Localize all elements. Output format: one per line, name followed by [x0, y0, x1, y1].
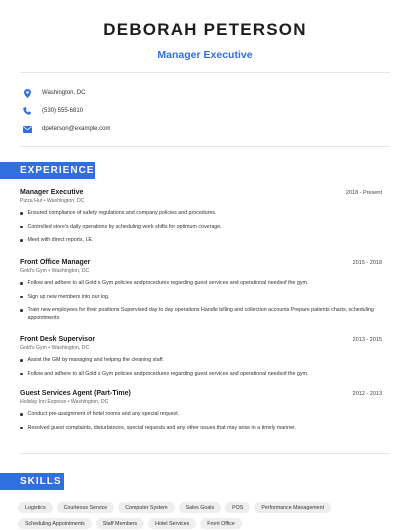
skill-chip: Logistics	[18, 502, 53, 513]
bullet-text: Sign up new members into our log.	[27, 293, 110, 300]
envelope-icon	[22, 124, 32, 134]
list-item	[20, 209, 382, 217]
job-entry	[20, 259, 382, 328]
candidate-name: DEBORAH PETERSON	[103, 20, 307, 39]
list-item	[20, 356, 382, 364]
experience-divider	[20, 453, 390, 454]
skill-chip: Hotel Services	[148, 518, 196, 529]
skill-chip: Computer System	[118, 502, 174, 513]
list-item	[20, 306, 382, 322]
job-title: Manager Executive	[20, 189, 84, 196]
bullet-text: Follow and adhere to all Gold s Gym policies andprocedures regarding guest services and operational needsof the gym.	[27, 280, 309, 286]
bullet-text: Resolved guest complaints, disturbances, special requests and any other issues that may arise in a timely manner.	[27, 424, 297, 431]
bullet-dot	[20, 427, 23, 430]
skill-chip: Performance Management	[254, 502, 331, 513]
email-text: dpeterson@example.com	[42, 126, 111, 132]
job-title: Guest Services Agent (Part-Time)	[20, 390, 131, 397]
bullet-text: Controlled store's daily operations by scheduling work shifts for optimum coverage.	[27, 223, 222, 230]
bullet-text: Assist the GM by managing and helping the cleaning staff.	[27, 357, 165, 363]
list-item	[20, 410, 382, 418]
bullet-dot	[20, 296, 23, 299]
job-company: Pizza Hut • Washington, DC	[20, 198, 85, 204]
skills-list	[18, 502, 398, 529]
list-item	[20, 293, 382, 301]
contact-divider	[20, 146, 390, 147]
experience-heading: EXPERIENCE	[0, 162, 95, 179]
bullet-text: Conduct pre-assignment of hotel rooms and any special request.	[27, 411, 180, 417]
list-item	[20, 279, 382, 287]
bullet-text: Follow and adhere to all Gold s Gym policies andprocedures regarding guest services and operational needsof the gym.	[27, 370, 309, 377]
list-item	[20, 223, 382, 231]
bullet-dot	[20, 239, 23, 242]
job-entry	[20, 336, 382, 383]
job-company: Holiday Inn Express • Washington, DC	[20, 399, 109, 405]
list-item	[20, 424, 382, 432]
bullet-text: Train new employees for their positions Supervised day to day operations Handle billing and collection accounts Prepare patients charts, scheduling appointments	[27, 307, 374, 321]
list-item	[20, 370, 382, 378]
candidate-title: Manager Executive	[157, 49, 253, 61]
bullet-dot	[20, 212, 23, 215]
job-entry	[20, 390, 382, 437]
bullet-dot	[20, 373, 23, 376]
bullet-dot	[20, 226, 23, 229]
contact-email	[20, 120, 390, 138]
skill-chip: Scheduling Appointments	[18, 518, 92, 529]
location-text: Washington, DC	[42, 90, 86, 96]
phone-text: (530) 555-6810	[42, 108, 84, 114]
contact-list	[20, 84, 390, 138]
skill-chip: Staff Members	[96, 518, 144, 529]
bullet-dot	[20, 282, 23, 285]
bullet-dot	[20, 359, 23, 362]
bullet-text: Meet with direct reports, I.E.	[27, 237, 94, 243]
header-divider	[20, 72, 390, 73]
bullet-text: Ensured compliance of safety regulations and company policies and procedures.	[27, 210, 217, 216]
job-title: Front Desk Supervisor	[20, 336, 96, 343]
job-title: Front Office Manager	[20, 259, 91, 266]
job-dates: 2013 - 2015	[352, 337, 382, 343]
bullet-dot	[20, 309, 23, 312]
job-dates: 2018 - Present	[345, 190, 382, 196]
job-company: Gold's Gym • Washington, DC	[20, 345, 90, 351]
map-pin-icon	[22, 88, 32, 98]
phone-icon	[22, 106, 32, 116]
skill-chip: Sales Goals	[179, 502, 222, 513]
job-dates: 2015 - 2018	[352, 260, 382, 266]
skills-heading: SKILLS	[0, 473, 64, 490]
bullet-dot	[20, 413, 23, 416]
skill-chip: POS	[225, 502, 250, 513]
skill-chip: Front Office	[200, 518, 242, 529]
contact-phone	[20, 102, 390, 120]
list-item	[20, 236, 382, 244]
job-dates: 2012 - 2013	[352, 391, 382, 397]
resume-header	[0, 0, 410, 61]
job-company: Gold's Gym • Washington, DC	[20, 268, 90, 274]
skill-chip: Courteous Service	[57, 502, 115, 513]
contact-location	[20, 84, 390, 102]
job-entry	[20, 189, 382, 250]
